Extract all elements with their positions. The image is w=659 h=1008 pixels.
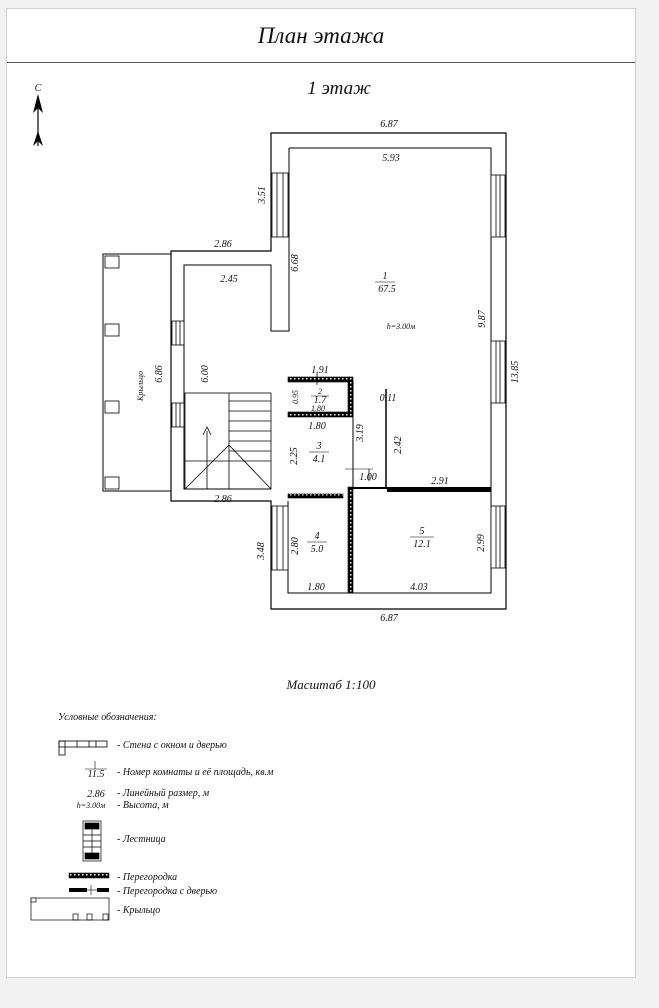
dim-r4-height: 2.80 — [290, 537, 301, 555]
dim-6-68: 6.68 — [290, 254, 301, 272]
legend-text-size: - Линейный размер, м — [117, 788, 210, 799]
legend-wall-icon — [59, 741, 107, 755]
legend-sample-height: h=3.00м — [76, 801, 106, 810]
north-label: С — [34, 83, 42, 94]
room-1-area: 67.5 — [378, 284, 396, 295]
dim-right-outer: 13.85 — [510, 360, 521, 384]
dim-r2-under: 1.80 — [311, 404, 325, 413]
dim-r5-height: 2.99 — [476, 534, 487, 552]
scale-label: Масштаб 1:100 — [286, 677, 376, 692]
legend-text-porch: - Крыльцо — [117, 905, 161, 916]
dim-porch-height: 6.86 — [154, 365, 165, 383]
legend-text-partition: - Перегородка — [117, 872, 178, 883]
legend-porch-icon — [31, 898, 109, 920]
floor-plan-drawing — [7, 62, 635, 977]
dim-right-inner: 9.87 — [477, 310, 488, 328]
dim-0-11: 0.11 — [379, 393, 397, 404]
dim-6-00: 6.00 — [200, 365, 211, 383]
dim-left-bottom: 3.48 — [256, 542, 267, 560]
room-4-area: 5.0 — [310, 544, 324, 555]
legend-text-partition-door: - Перегородка с дверью — [117, 886, 218, 897]
room-3-number: 3 — [316, 441, 322, 452]
dim-porch-top: 2.86 — [214, 239, 232, 250]
room-2-area: 1.7 — [313, 395, 327, 406]
legend-text-room: - Номер комнаты и её площадь, кв.м — [117, 767, 274, 778]
plan-sheet — [6, 8, 636, 978]
room-5-area: 12.1 — [413, 539, 431, 550]
dim-2-91: 2.91 — [431, 476, 449, 487]
legend-partition-door-icon — [69, 885, 109, 895]
dim-2-45: 2.45 — [220, 274, 238, 285]
legend-text-wall: - Стена с окном и дверью — [117, 740, 227, 751]
windows — [172, 173, 505, 570]
north-arrow-icon — [33, 83, 43, 146]
room-1-number: 1 — [382, 271, 388, 282]
floor-label: 1 этаж — [307, 78, 371, 99]
dim-top-inner: 5.93 — [382, 153, 400, 164]
stairs-icon — [185, 393, 271, 489]
dim-3-19: 3.19 — [355, 424, 366, 442]
dim-r4-width: 1.80 — [307, 582, 325, 593]
legend-heading: Условные обозначения: — [58, 712, 157, 723]
dim-bottom-outer: 6.87 — [380, 613, 398, 624]
legend-partition-icon — [69, 873, 109, 878]
dim-r2-height: 0.95 — [291, 390, 300, 404]
outer-wall — [171, 133, 506, 609]
legend-stairs-icon — [83, 821, 101, 861]
legend-text-stairs: - Лестница — [117, 834, 166, 845]
legend — [31, 712, 274, 920]
dim-top-outer: 6.87 — [380, 119, 398, 130]
room-2-number: 2 — [318, 387, 322, 396]
legend-sample-room: 11.5 — [87, 769, 105, 780]
room-5-number: 5 — [419, 526, 425, 537]
height-note: h=3.00м — [386, 322, 416, 331]
dim-r2-width: 1.91 — [311, 365, 329, 376]
porch-label: Крыльцо — [136, 371, 145, 401]
dim-porch-bottom: 2.86 — [214, 494, 232, 505]
room-4-number: 4 — [314, 531, 320, 542]
dim-2-42: 2.42 — [393, 436, 404, 454]
dim-r3-height: 2.25 — [289, 447, 300, 465]
page-title: План этажа — [7, 9, 635, 63]
dim-r5-width: 4.03 — [410, 582, 428, 593]
room-3-area: 4.1 — [312, 454, 326, 465]
legend-sample-size: 2.86 — [87, 789, 105, 800]
dim-r3-width: 1.80 — [308, 421, 326, 432]
dim-1-00: 1.00 — [359, 472, 377, 483]
dimension-labels — [154, 119, 521, 624]
legend-text-height: - Высота, м — [117, 800, 169, 811]
dim-left-top: 3.51 — [257, 186, 268, 204]
